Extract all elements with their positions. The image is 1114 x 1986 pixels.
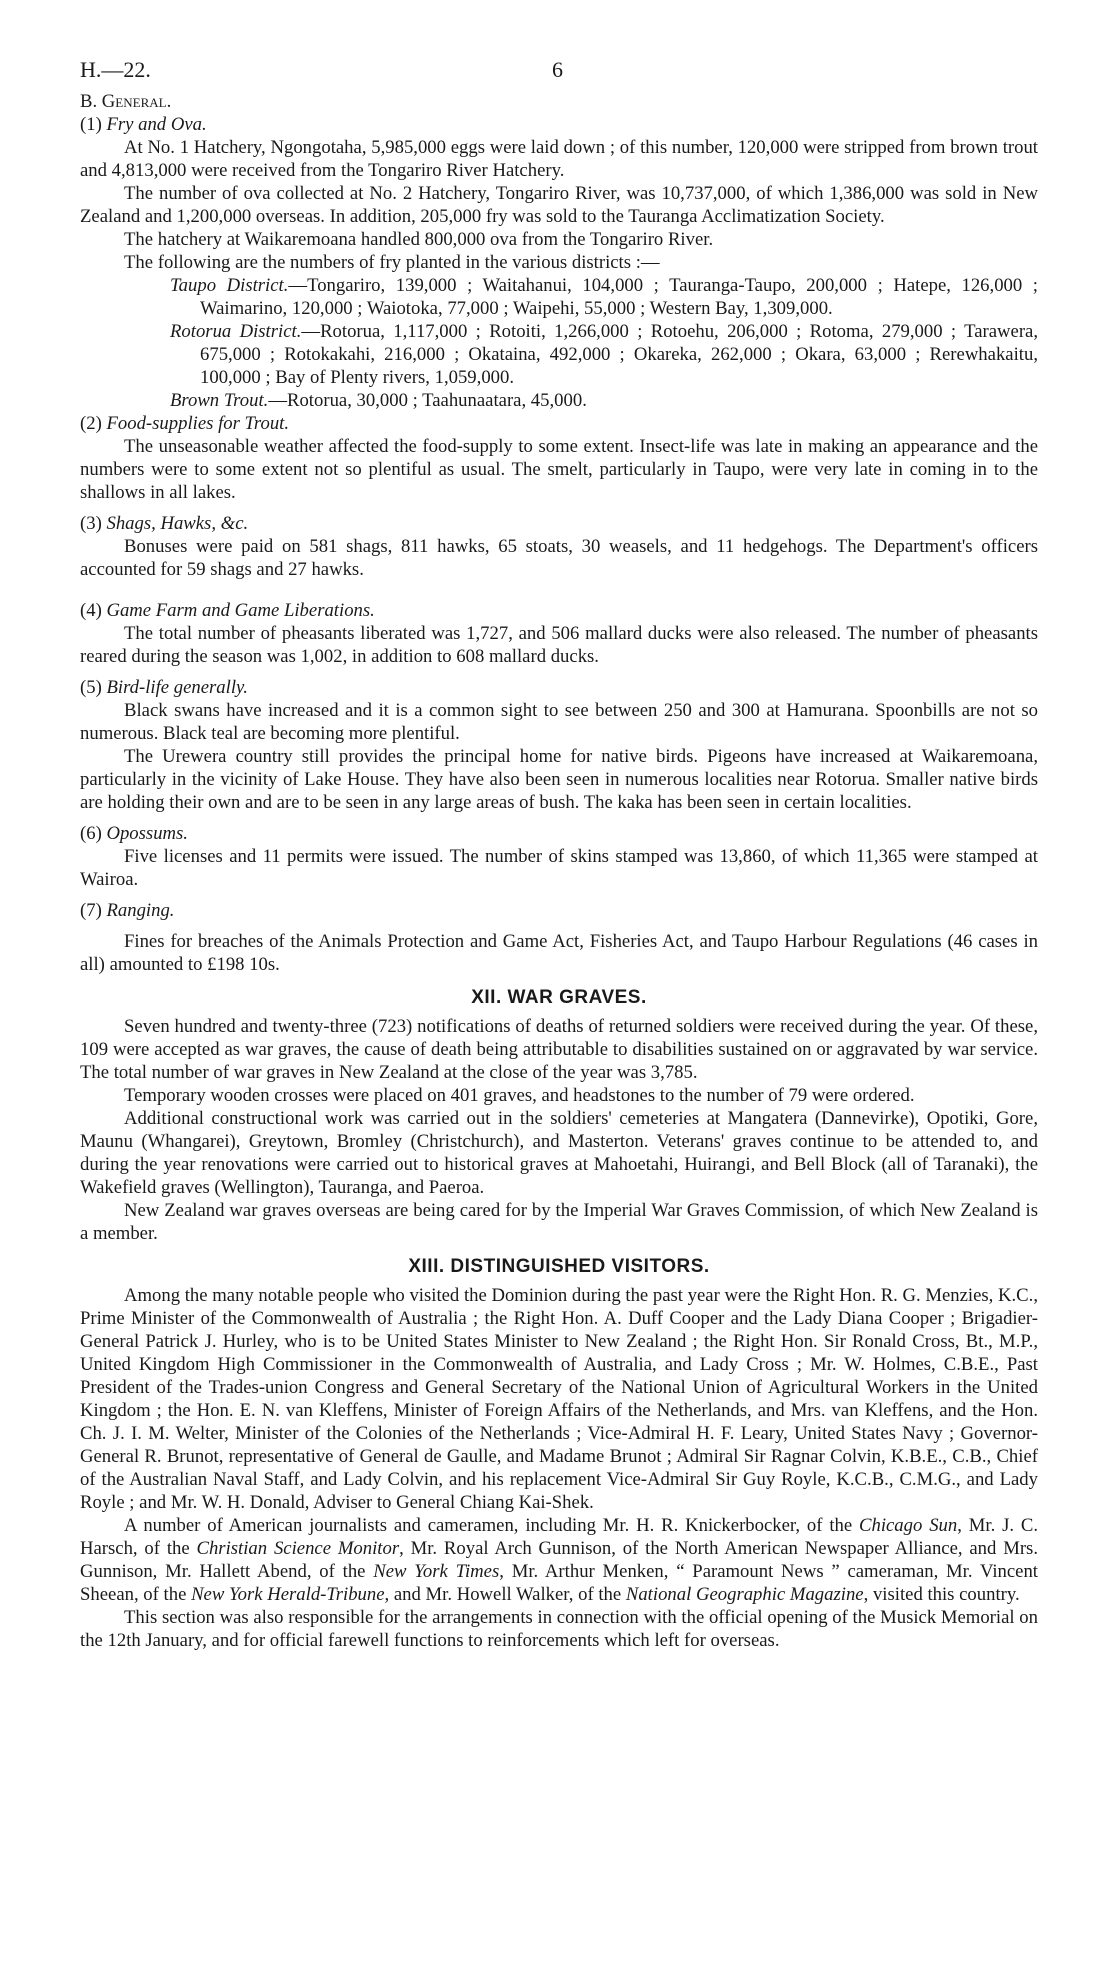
- subsection-heading-opossums: (6) Opossums.: [80, 823, 188, 844]
- paragraph: Five licenses and 11 permits were issued. The number of skins stamped was 13,860, of which 11,365 were stamped at Wairoa.: [80, 846, 1038, 890]
- subsection-heading-ranging: (7) Ranging.: [80, 900, 175, 921]
- paragraph: Temporary wooden crosses were placed on 401 graves, and headstones to the number of 79 were ordered.: [124, 1085, 915, 1106]
- paragraph: The number of ova collected at No. 2 Hatchery, Tongariro River, was 10,737,000, of which 1,386,000 was sold in New Zealand and 1,200,000 overseas. In addition, 205,000 fry was sold to the Tauranga Acclimatization Society.: [80, 183, 1038, 227]
- paragraph: New Zealand war graves overseas are being cared for by the Imperial War Graves Commission, of which New Zealand is a member.: [80, 1200, 1038, 1244]
- paragraph: The following are the numbers of fry planted in the various districts :—: [124, 252, 660, 273]
- district-taupo: Taupo District.—Tongariro, 139,000 ; Waitahanui, 104,000 ; Tauranga-Taupo, 200,000 ; Hatepe, 126,000 ; Waimarino, 120,000 ; Waiotoka, 77,000 ; Waipehi, 55,000 ; Western Bay, 1,309,000.: [170, 275, 1038, 319]
- page-header: [80, 50, 1038, 90]
- subsection-heading-fry: (1) Fry and Ova.: [80, 114, 207, 135]
- section-heading-general: B. General.: [80, 91, 172, 112]
- paragraph: Additional constructional work was carried out in the soldiers' cemeteries at Mangatera (Dannevirke), Opotiki, Gore, Maunu (Whangarei), Greytown, Bromley (Christchurch), and Masterton. Veterans' graves continue to be attended to, and during the year renovations were carried out to historical graves at Mahoetahi, Huirangi, and Bell Block (all of Taranaki), the Wakefield graves (Wellington), Tauranga, and Paeroa.: [80, 1108, 1038, 1198]
- paragraph-journalists: A number of American journalists and cameramen, including Mr. H. R. Knickerbocker, of the Chicago Sun, Mr. J. C. Harsch, of the Christian Science Monitor, Mr. Royal Arch Gunnison, of the North American Newspaper Alliance, and Mrs. Gunnison, Mr. Hallett Abend, of the New York Times, Mr. Arthur Menken, “ Paramount News ” cameraman, Mr. Vincent Sheean, of the New York Herald-Tribune, and Mr. Howell Walker, of the National Geographic Magazine, visited this country.: [80, 1515, 1039, 1605]
- district-brown-trout: Brown Trout.—Rotorua, 30,000 ; Taahunaatara, 45,000.: [170, 390, 587, 411]
- subsection-heading-food: (2) Food-supplies for Trout.: [80, 413, 290, 434]
- document-page: [80, 50, 1038, 1652]
- paragraph: Bonuses were paid on 581 shags, 811 hawks, 65 stoats, 30 weasels, and 11 hedgehogs. The Department's officers accounted for 59 shags and 27 hawks.: [80, 536, 1038, 580]
- paragraph: Seven hundred and twenty-three (723) notifications of deaths of returned soldiers were received during the year. Of these, 109 were accepted as war graves, the cause of death being attributable to disabilities sustained on or aggravated by war service. The total number of war graves in New Zealand at the close of the year was 3,785.: [80, 1016, 1038, 1083]
- report-reference: H.—22.: [80, 57, 151, 82]
- paragraph: The total number of pheasants liberated was 1,727, and 506 mallard ducks were also released. The number of pheasants reared during the season was 1,002, in addition to 608 mallard ducks.: [80, 623, 1038, 667]
- subsection-heading-game: (4) Game Farm and Game Liberations.: [80, 600, 375, 621]
- section-title-distinguished-visitors: XIII. DISTINGUISHED VISITORS.: [408, 1256, 710, 1277]
- paragraph: Among the many notable people who visited the Dominion during the past year were the Right Hon. R. G. Menzies, K.C., Prime Minister of the Commonwealth of Australia ; the Right Hon. A. Duff Cooper and the Lady Diana Cooper ; Brigadier-General Patrick J. Hurley, who is to be United States Minister to New Zealand ; the Right Hon. Sir Ronald Cross, Bt., M.P., United Kingdom High Commissioner in the Commonwealth of Australia, and Lady Cross ; Mr. W. Holmes, C.B.E., Past President of the Trades-union Congress and General Secretary of the National Union of Agricultural Workers in the United Kingdom ; the Hon. E. N. van Kleffens, Minister of Foreign Affairs of the Netherlands, and Mrs. van Kleffens, and the Hon. Ch. J. I. M. Welter, Minister of the Colonies of the Netherlands ; Vice-Admiral H. F. Leary, United States Navy ; Governor-General R. Brunot, representative of General de Gaulle, and Madame Brunot ; Admiral Sir Ragnar Colvin, K.B.E., C.B., Chief of the Australian Naval Staff, and Lady Colvin, and his replacement Vice-Admiral Sir Guy Royle, K.C.B., C.M.G., and Lady Royle ; and Mr. W. H. Donald, Adviser to General Chiang Kai-Shek.: [80, 1285, 1038, 1513]
- page-number: 6: [552, 57, 563, 82]
- section-title-war-graves: XII. WAR GRAVES.: [471, 987, 647, 1008]
- subsection-heading-shags: (3) Shags, Hawks, &c.: [80, 513, 249, 534]
- paragraph: At No. 1 Hatchery, Ngongotaha, 5,985,000 eggs were laid down ; of this number, 120,000 were stripped from brown trout and 4,813,000 were received from the Tongariro River Hatchery.: [80, 137, 1038, 181]
- paragraph: The unseasonable weather affected the food-supply to some extent. Insect-life was late in making an appearance and the numbers were to some extent not so plentiful as usual. The smelt, particularly in Taupo, were very late in coming in to the shallows in all lakes.: [80, 436, 1038, 503]
- paragraph: Black swans have increased and it is a common sight to see between 250 and 300 at Hamurana. Spoonbills are not so numerous. Black teal are becoming more plentiful.: [80, 700, 1038, 744]
- paragraph: The hatchery at Waikaremoana handled 800,000 ova from the Tongariro River.: [124, 229, 714, 250]
- district-rotorua: Rotorua District.—Rotorua, 1,117,000 ; Rotoiti, 1,266,000 ; Rotoehu, 206,000 ; Rotoma, 279,000 ; Tarawera, 675,000 ; Rotokakahi, 216,000 ; Okataina, 492,000 ; Okareka, 262,000 ; Okara, 63,000 ; Rerewhakaitu, 100,000 ; Bay of Plenty rivers, 1,059,000.: [170, 321, 1039, 388]
- paragraph: Fines for breaches of the Animals Protection and Game Act, Fisheries Act, and Taupo Harbour Regulations (46 cases in all) amounted to £198 10s.: [80, 931, 1038, 975]
- paragraph: The Urewera country still provides the principal home for native birds. Pigeons have increased at Waikaremoana, particularly in the vicinity of Lake House. They have also been seen in numerous localities near Rotorua. Smaller native birds are holding their own and are to be seen in any large areas of bush. The kaka has been seen in certain localities.: [80, 746, 1038, 813]
- subsection-heading-bird: (5) Bird-life generally.: [80, 677, 248, 698]
- paragraph: This section was also responsible for the arrangements in connection with the official opening of the Musick Memorial on the 12th January, and for official farewell functions to reinforcements which left for overseas.: [80, 1607, 1038, 1651]
